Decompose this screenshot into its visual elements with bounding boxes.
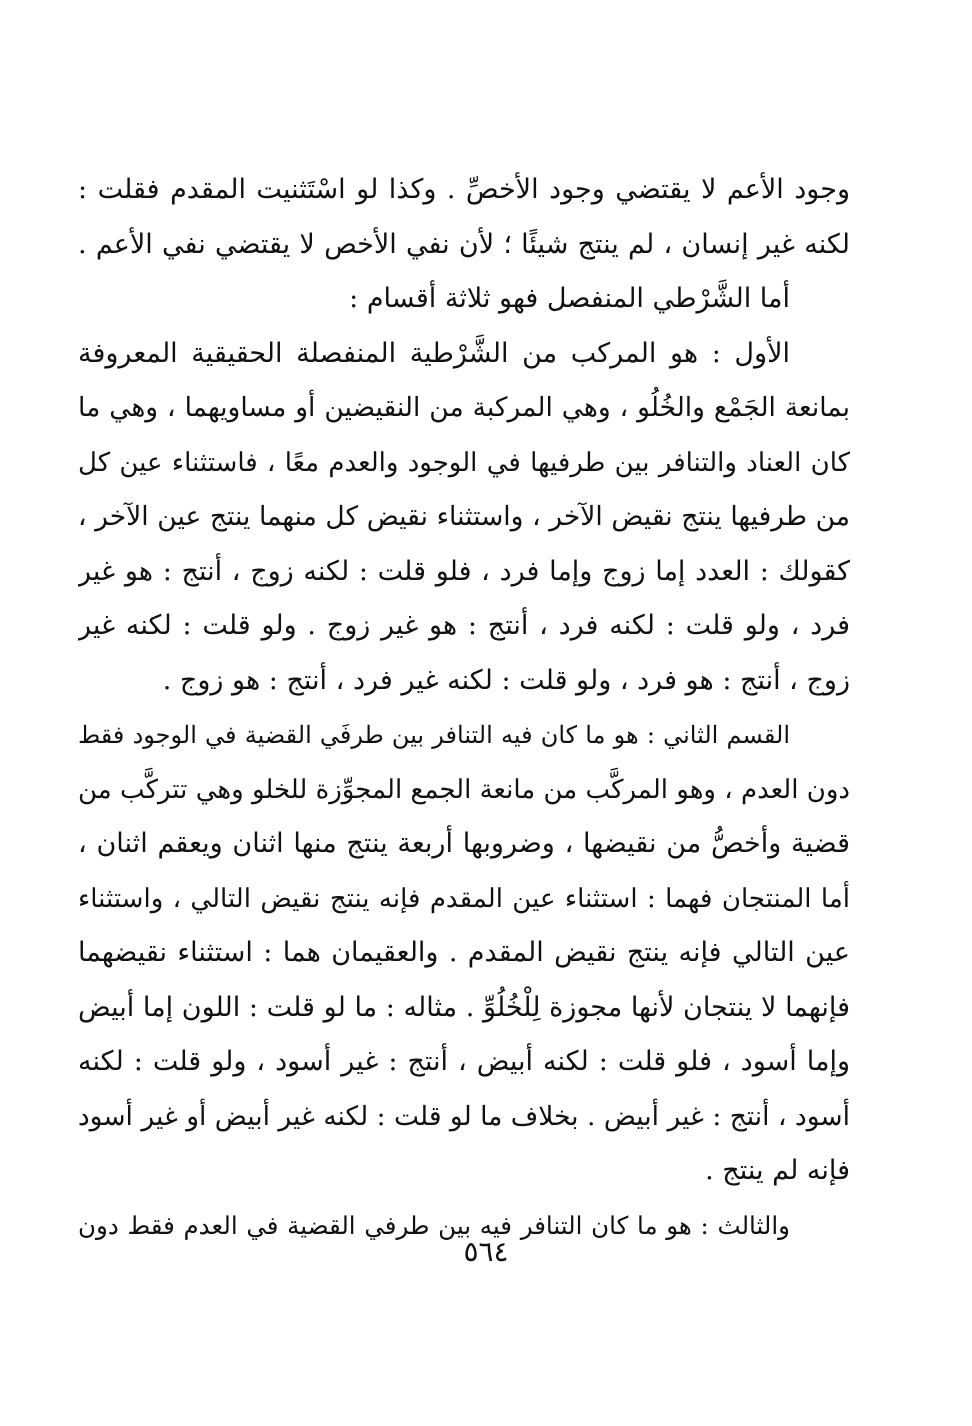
text-line-1: وجود الأعم لا يقتضي وجود الأخصِّ . وكذا لو اسْتَثنيت المقدم فقلت :	[78, 174, 850, 205]
text-line-14: أما المنتجان فهما : استثناء عين المقدم فإنه ينتج نقيض التالي ، واستثناء	[78, 883, 850, 914]
text-line-5: بمانعة الجَمْع والخُلُو ، وهي المركبة من النقيضين أو مساويهما ، وهي ما	[78, 392, 850, 423]
text-line-3: أما الشَّرْطي المنفصل فهو ثلاثة أقسام :	[349, 283, 790, 314]
text-line-4: الأول : هو المركب من الشَّرْطية المنفصلة الحقيقية المعروفة	[78, 337, 790, 369]
text-line-11: القسم الثاني : هو ما كان فيه التنافر بين طرفَي القضية في الوجود فقط	[78, 721, 790, 749]
text-line-18: أسود ، أنتج : غير أبيض . بخلاف ما لو قلت : لكنه غير أبيض أو غير أسود	[78, 1100, 850, 1132]
text-line-6: كان العناد والتنافر بين طرفيها في الوجود والعدم معًا ، فاستثناء عين كل	[78, 447, 850, 478]
text-line-7: من طرفيها ينتج نقيض الآخر ، واستثناء نقيض كل منهما ينتج عين الآخر ،	[78, 501, 850, 532]
text-line-8: كقولك : العدد إما زوج وإما فرد ، فلو قلت : لكنه زوج ، أنتج : هو غير	[78, 555, 850, 587]
text-line-9: فرد ، ولو قلت : لكنه فرد ، أنتج : هو غير زوج . ولو قلت : لكنه غير	[78, 610, 850, 641]
text-line-13: قضية وأخصُّ من نقيضها ، وضروبها أربعة ينتج منها اثنان ويعقم اثنان ،	[78, 828, 850, 859]
text-line-10: زوج ، أنتج : هو فرد ، ولو قلت : لكنه غير فرد ، أنتج : هو زوج .	[162, 664, 850, 696]
page-number: ٥٦٤	[463, 1235, 509, 1268]
text-line-12: دون العدم ، وهو المركَّب من مانعة الجمع المجوِّزة للخلو وهي تتركَّب من	[78, 774, 850, 805]
body-text	[78, 163, 850, 1253]
text-line-15: عين التالي فإنه ينتج نقيض المقدم . والعقيمان هما : استثناء نقيضهما	[78, 937, 850, 968]
text-line-16: فإنهما لا ينتجان لأنها مجوزة لِلْخُلُوِّ . مثاله : ما لو قلت : اللون إما أبيض	[78, 991, 850, 1023]
text-line-20: والثالث : هو ما كان التنافر فيه بين طرفي القضية في العدم فقط دون	[78, 1210, 790, 1240]
text-line-19: فإنه لم ينتج .	[705, 1155, 850, 1186]
text-line-17: وإما أسود ، فلو قلت : لكنه أبيض ، أنتج : غير أسود ، ولو قلت : لكنه	[78, 1046, 850, 1077]
text-line-2: لكنه غير إنسان ، لم ينتج شيئًا ؛ لأن نفي الأخص لا يقتضي نفي الأعم .	[78, 228, 850, 260]
